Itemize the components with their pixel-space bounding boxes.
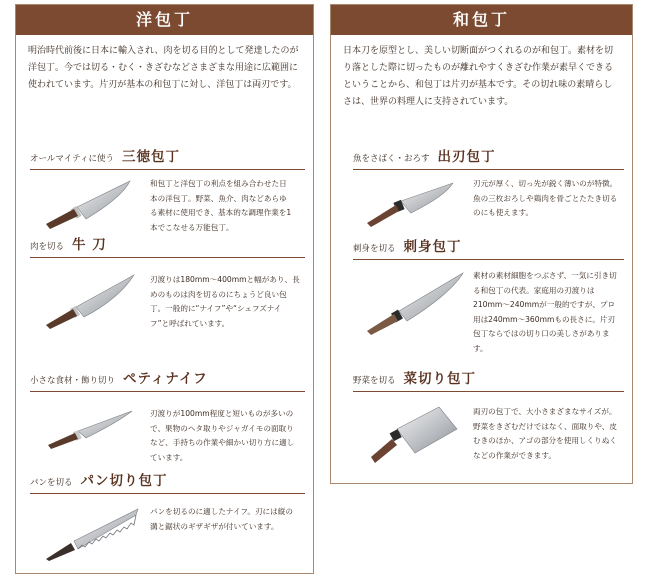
knife-description: 刃渡りは180mm〜400mmと幅があり、長めのものは肉を切るのにちょうど良い包丁。一般的に“ナイフ”や“シェフズナイフ”と呼ばれています。 — [150, 275, 300, 328]
japanese-panel-title: 和包丁 — [331, 5, 632, 35]
section-title: ペティナイフ — [123, 371, 208, 387]
knife-description: 刃元が厚く、切っ先が鋭く薄いのが特徴。魚の三枚おろしや鶏肉を骨ごとたたき切るのにも使えます。 — [473, 179, 618, 218]
section-heading — [30, 145, 305, 170]
section-heading — [353, 235, 624, 260]
section-subtitle: 魚をさばく・おろす — [353, 154, 430, 164]
section-heading — [30, 469, 305, 494]
sashimi-knife-icon — [365, 271, 465, 335]
western-intro: 明治時代前後に日本に輸入され、肉を切る目的として発達したのが洋包丁。今では切る・むく・きざむなどさまざまな用途に広範囲に使われています。片刃が基本の和包丁に対し、洋包丁は両刃です。 — [28, 46, 299, 90]
section-heading — [353, 145, 624, 170]
section-subtitle: オールマイティに使う — [30, 154, 114, 164]
western-knives-panel — [15, 4, 314, 574]
petty-knife-icon — [46, 407, 136, 449]
gyuto-knife-icon — [44, 273, 136, 329]
section-heading — [30, 233, 305, 258]
section-heading — [30, 367, 305, 392]
knife-description: 和包丁と洋包丁の利点を組み合わせた日本の洋包丁。野菜、魚介、肉などあらゆる素材に使用でき、基本的な調理作業を1本でこなせる万能包丁。 — [150, 179, 292, 232]
section-subtitle: 野菜を切る — [353, 376, 396, 386]
bread-knife-icon — [44, 505, 140, 561]
section-subtitle: 刺身を切る — [353, 244, 396, 254]
section-subtitle: 肉を切る — [30, 242, 65, 252]
section-title: 刺身包丁 — [403, 239, 462, 255]
deba-knife-icon — [365, 179, 457, 227]
western-panel-title: 洋包丁 — [16, 5, 313, 35]
knife-description: 素材の素材細胞をつぶさず、一気に引き切る和包丁の代表。家庭用の刃渡りは210mm〜240mmが一般的ですが、プロ用は240mm〜360mmもの長さに。片刃包丁ならではの切り口の美しさがあります。 — [473, 271, 617, 353]
section-heading — [353, 367, 624, 392]
section-title: 菜切り包丁 — [403, 371, 477, 387]
section-subtitle: パンを切る — [30, 478, 73, 488]
knife-description: 刃渡りが100mm程度と短いものが多いので、果物のヘタ取りやジャガイモの面取りなど、手持ちの作業や細かい切り方に適しています。 — [150, 409, 295, 462]
santoku-knife-icon — [44, 179, 136, 229]
japanese-intro: 日本刀を原型とし、美しい切断面がつくれるのが和包丁。素材を切り落とした際に切ったものが離れやすくきざむ作業が素早くできるということから、和包丁は片刃が基本です。その切れ味の素晴らしさは、世界の料理人に支持されています。 — [343, 46, 614, 107]
section-title: パン切り包丁 — [80, 473, 168, 489]
section-title: 三徳包丁 — [121, 149, 180, 165]
knife-description: パンを切るのに適したナイフ。刃には縦の溝と鋸状のギザギザが付いています。 — [150, 507, 293, 531]
nakiri-knife-icon — [369, 403, 459, 463]
section-title: 牛 刀 — [72, 237, 107, 253]
knife-description: 両刃の包丁で、大小さまざまなサイズが。野菜をきざむだけではなく、面取りや、皮むきのほか、アゴの部分を使用しくりぬくなどの作業ができます。 — [473, 407, 617, 460]
section-title: 出刃包丁 — [437, 149, 496, 165]
section-subtitle: 小さな食材・飾り切り — [30, 376, 116, 386]
japanese-knives-panel — [330, 4, 633, 484]
